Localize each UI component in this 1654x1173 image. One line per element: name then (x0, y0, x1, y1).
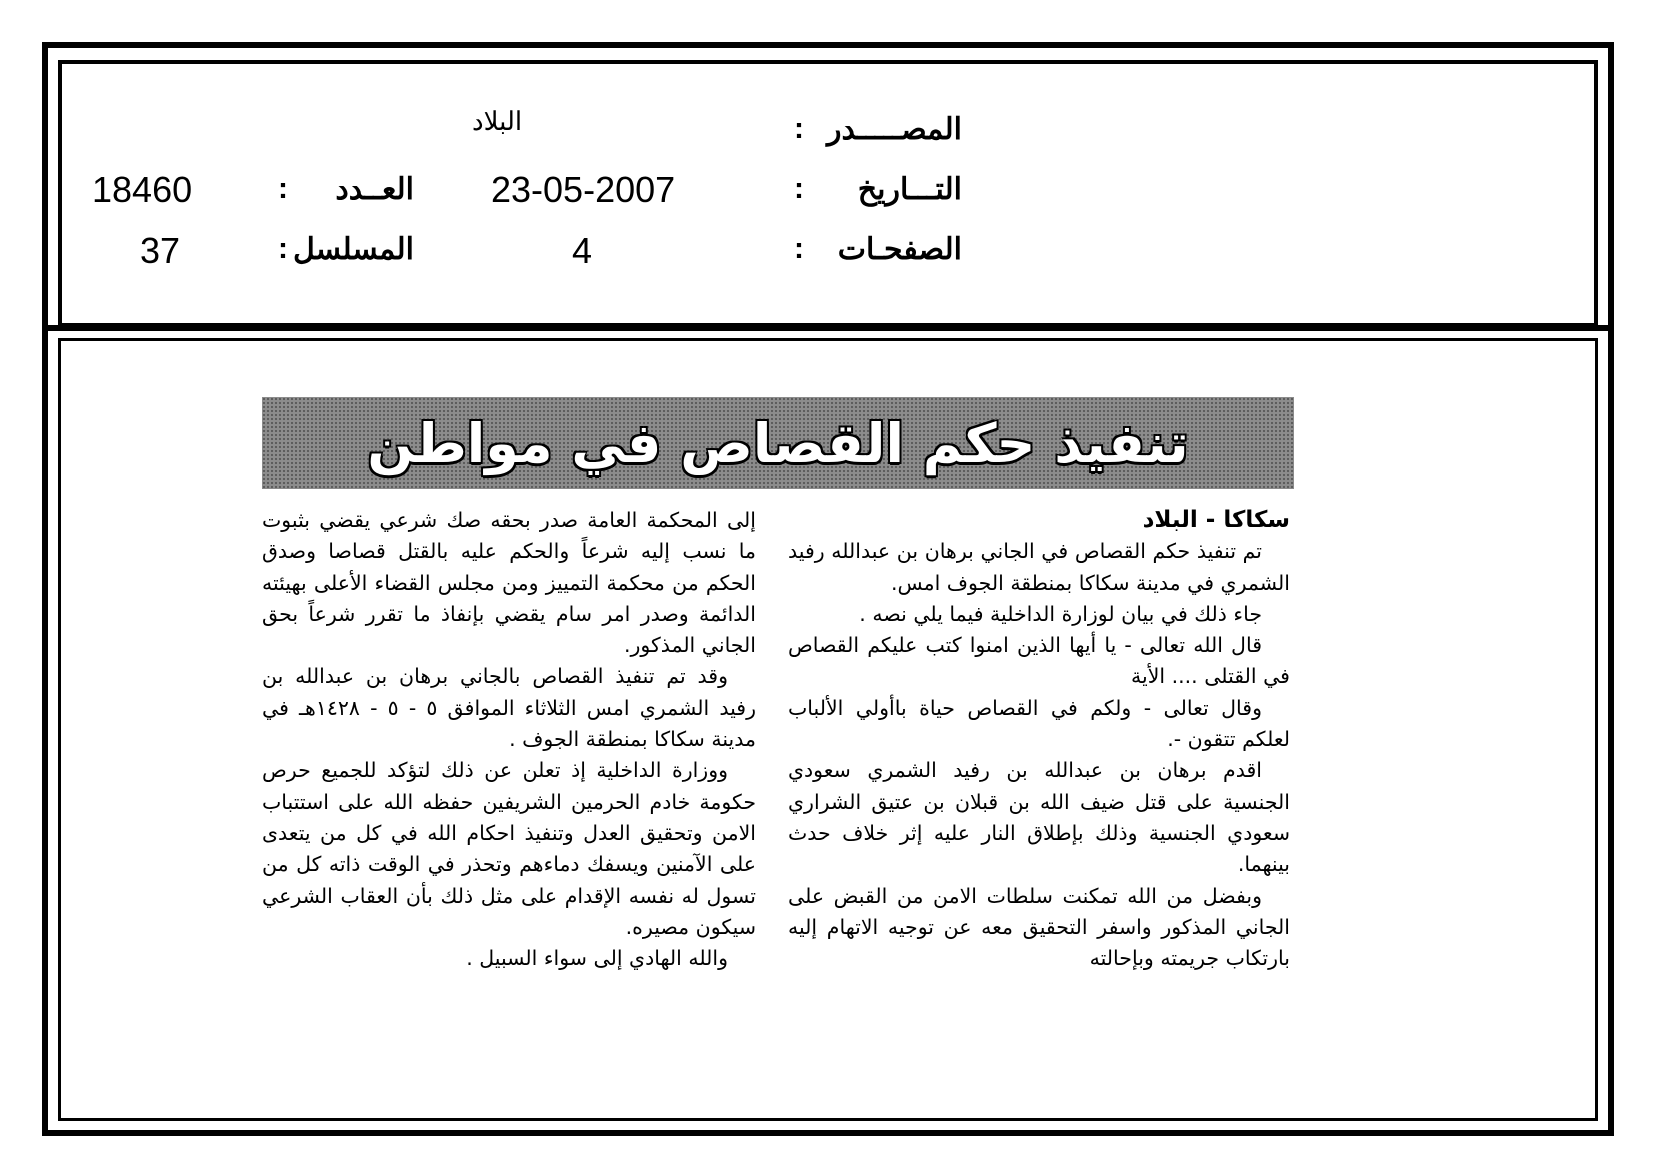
serial-value: 37 (140, 230, 181, 271)
date-value: 23-05-2007 (491, 169, 676, 210)
paragraph: جاء ذلك في بيان لوزارة الداخلية فيما يلي نصه . (859, 601, 1262, 626)
paragraph: والله الهادي إلى سواء السبيل . (466, 946, 728, 971)
pages-colon: : (794, 232, 804, 265)
issue-colon: : (278, 172, 288, 205)
header-box (58, 60, 1598, 327)
pages-label: الصفحـات (837, 233, 962, 266)
paragraph: وبفضل من الله تمكنت سلطات الامن من القبض على الجاني المذكور واسفر التحقيق معه عن توجيه الاتهام إليه بارتكاب جريمته وبإحالته (788, 883, 1290, 971)
article-column-left (262, 505, 756, 974)
source-colon: : (794, 112, 804, 145)
source-label: المصـــــدر (826, 113, 962, 146)
article-column-right (788, 505, 1290, 974)
serial-label: المسلسل (293, 233, 414, 266)
paragraph: قال الله تعالى - يا أيها الذين امنوا كتب عليكم القصاص في القتلى .... الأية (788, 633, 1290, 689)
paragraph: وقال تعالى - ولكم في القصاص حياة باأولي الألباب لعلكم تتقون -. (788, 695, 1290, 752)
dateline: سكاكا - البلاد (1142, 507, 1290, 533)
paragraph: ووزارة الداخلية إذ تعلن عن ذلك لتؤكد للجميع حرص حكومة خادم الحرمين الشريفين حفظه الله على استتباب الامن وتحقيق العدل وتنفيذ احكام الله في كل من يتعدى على الآمنين ويسفك دماءهم وتحذر في الوقت ذاته كل من تسول له نفسه الإقدام على مثل ذلك بأن العقاب الشرعي سيكون مصيره. (262, 758, 756, 939)
issue-value: 18460 (92, 169, 193, 210)
headline-banner (262, 397, 1294, 489)
paragraph: اقدم برهان بن عبدالله بن رفيد الشمري سعودي الجنسية على قتل ضيف الله بن قبلان بن عتيق الشراري سعودي الجنسية وذلك بإطلاق النار عليه إثر خلاف حدث بينهما. (788, 758, 1290, 877)
source-value: البلاد (472, 106, 523, 136)
headline: تنفيذ حكم القصاص في مواطن (367, 411, 1189, 475)
date-colon: : (794, 172, 804, 205)
paragraph: إلى المحكمة العامة صدر بحقه صك شرعي يقضي بثبوت ما نسب إليه شرعاً والحكم عليه بالقتل قصاصا وصدق الحكم من محكمة التمييز ومن مجلس القضاء الأعلى بهيئته الدائمة وصدر امر سام يقضي بإنفاذ ما تقرر شرعاً بحق الجاني المذكور. (262, 508, 756, 658)
date-label: التـــاريخ (857, 173, 962, 206)
pages-value: 4 (572, 230, 593, 271)
paragraph: تم تنفيذ حكم القصاص في الجاني برهان بن عبدالله رفيد الشمري في مدينة سكاكا بمنطقة الجوف امس. (788, 539, 1290, 595)
serial-colon: : (278, 232, 288, 265)
paragraph: وقد تم تنفيذ القصاص بالجاني برهان بن عبدالله بن رفيد الشمري امس الثلاثاء الموافق ٥ - ٥ - ١٤٢٨هـ في مدينة سكاكا بمنطقة الجوف . (262, 664, 756, 752)
header-divider (42, 325, 1614, 331)
issue-label: العــدد (335, 173, 414, 206)
